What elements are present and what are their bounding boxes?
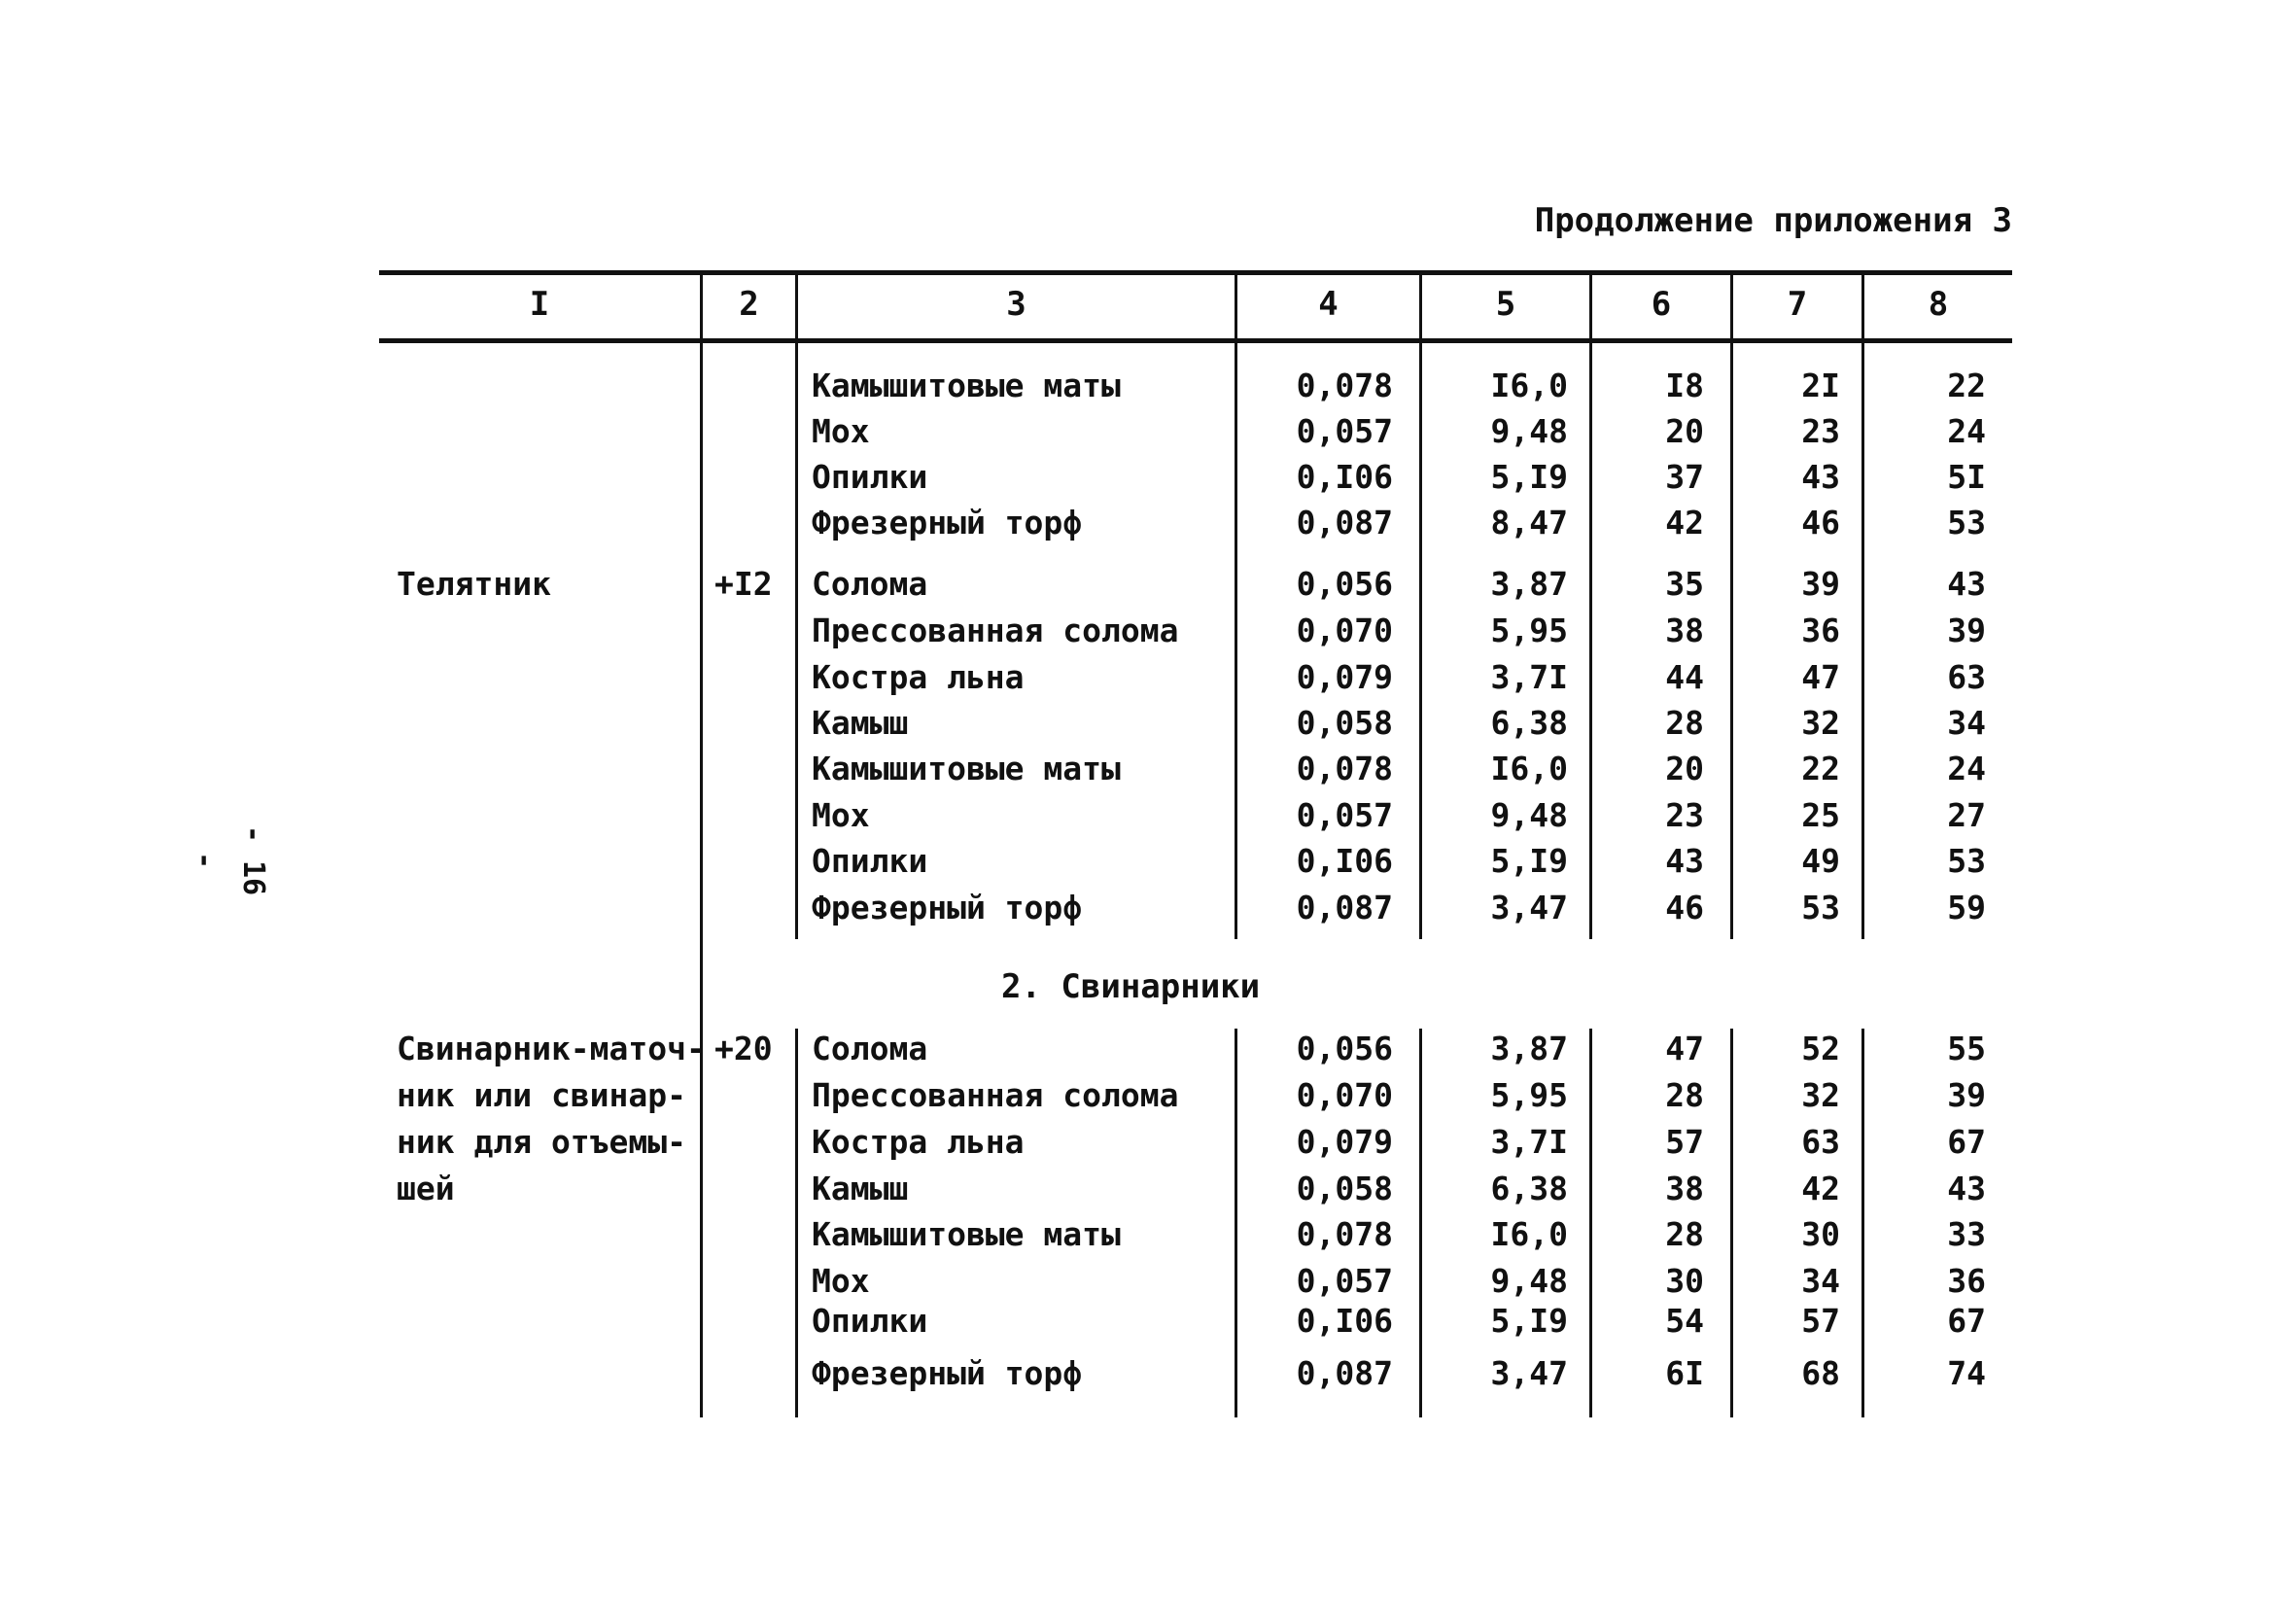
material-name: Опилки xyxy=(812,842,928,880)
conductivity-value: 0,078 xyxy=(1296,367,1393,404)
value-col-7: 43 xyxy=(1801,458,1840,496)
conductivity-value: 0,079 xyxy=(1296,1123,1393,1161)
conductivity-value: 0,I06 xyxy=(1296,458,1393,496)
conductivity-value: 0,057 xyxy=(1296,1262,1393,1300)
value-col-8: 74 xyxy=(1947,1354,1986,1392)
value-col-6: 20 xyxy=(1665,750,1704,787)
material-name: Солома xyxy=(812,565,928,603)
value-col-8: 34 xyxy=(1947,704,1986,742)
value-col-6: 57 xyxy=(1665,1123,1704,1161)
material-name: Опилки xyxy=(812,1302,928,1340)
table-row xyxy=(379,747,2012,791)
heat-capacity-value: I6,0 xyxy=(1490,367,1568,404)
value-col-7: 52 xyxy=(1801,1030,1840,1067)
value-col-6: 30 xyxy=(1665,1262,1704,1300)
value-col-8: 59 xyxy=(1947,889,1986,926)
value-col-6: 28 xyxy=(1665,704,1704,742)
conductivity-value: 0,057 xyxy=(1296,796,1393,834)
heat-capacity-value: I6,0 xyxy=(1490,750,1568,787)
value-col-8: 67 xyxy=(1947,1302,1986,1340)
value-col-7: 47 xyxy=(1801,658,1840,696)
heat-capacity-value: 6,38 xyxy=(1490,704,1568,742)
material-name: Фрезерный торф xyxy=(812,504,1083,542)
table-row xyxy=(379,1212,2012,1257)
conductivity-value: 0,057 xyxy=(1296,412,1393,450)
material-name: Опилки xyxy=(812,458,928,496)
value-col-7: 23 xyxy=(1801,412,1840,450)
table-row xyxy=(379,609,2012,653)
value-col-6: 54 xyxy=(1665,1302,1704,1340)
value-col-7: 49 xyxy=(1801,842,1840,880)
column-header-3: 3 xyxy=(1006,285,1026,324)
material-name: Фрезерный торф xyxy=(812,1354,1083,1392)
material-name: Солома xyxy=(812,1030,928,1067)
value-col-7: 46 xyxy=(1801,504,1840,542)
material-name: Мох xyxy=(812,796,870,834)
value-col-8: 36 xyxy=(1947,1262,1986,1300)
value-col-8: 43 xyxy=(1947,565,1986,603)
table-row xyxy=(379,1027,2012,1071)
heat-capacity-value: 3,87 xyxy=(1490,1030,1568,1067)
material-name: Камышитовые маты xyxy=(812,1215,1121,1253)
heat-capacity-value: 9,48 xyxy=(1490,1262,1568,1300)
conductivity-value: 0,056 xyxy=(1296,565,1393,603)
value-col-7: 30 xyxy=(1801,1215,1840,1253)
temperature-value: +I2 xyxy=(714,565,773,603)
value-col-7: 39 xyxy=(1801,565,1840,603)
material-name: Камыш xyxy=(812,1170,909,1207)
value-col-7: 34 xyxy=(1801,1262,1840,1300)
value-col-8: 43 xyxy=(1947,1170,1986,1207)
table-row xyxy=(379,1351,2012,1396)
material-name: Мох xyxy=(812,1262,870,1300)
conductivity-value: 0,079 xyxy=(1296,658,1393,696)
value-col-7: 63 xyxy=(1801,1123,1840,1161)
page-number: - 16 - xyxy=(188,824,270,896)
column-header-2: 2 xyxy=(739,285,759,324)
heat-capacity-value: 3,7I xyxy=(1490,1123,1568,1161)
value-col-7: 53 xyxy=(1801,889,1840,926)
heat-capacity-value: 5,I9 xyxy=(1490,842,1568,880)
value-col-8: 24 xyxy=(1947,750,1986,787)
table-row xyxy=(379,839,2012,884)
table-row xyxy=(379,701,2012,746)
value-col-8: 24 xyxy=(1947,412,1986,450)
column-header-8: 8 xyxy=(1928,285,1949,324)
conductivity-value: 0,I06 xyxy=(1296,1302,1393,1340)
value-col-7: 22 xyxy=(1801,750,1840,787)
material-name: Костра льна xyxy=(812,658,1025,696)
value-col-8: 53 xyxy=(1947,842,1986,880)
conductivity-value: 0,078 xyxy=(1296,1215,1393,1253)
conductivity-value: 0,087 xyxy=(1296,889,1393,926)
value-col-8: 67 xyxy=(1947,1123,1986,1161)
category-label-line: Свинарник-маточ- xyxy=(397,1030,706,1067)
heat-capacity-value: 9,48 xyxy=(1490,412,1568,450)
material-name: Прессованная солома xyxy=(812,612,1179,649)
value-col-6: 38 xyxy=(1665,1170,1704,1207)
material-name: Фрезерный торф xyxy=(812,889,1083,926)
continuation-label: Продолжение приложения 3 xyxy=(1534,201,2012,240)
conductivity-value: 0,056 xyxy=(1296,1030,1393,1067)
value-col-6: 46 xyxy=(1665,889,1704,926)
category-label: Телятник xyxy=(397,565,551,603)
material-name: Прессованная солома xyxy=(812,1076,1179,1114)
value-col-7: 57 xyxy=(1801,1302,1840,1340)
value-col-8: 22 xyxy=(1947,367,1986,404)
table-row xyxy=(379,793,2012,838)
conductivity-value: 0,087 xyxy=(1296,1354,1393,1392)
material-name: Мох xyxy=(812,412,870,450)
value-col-7: 68 xyxy=(1801,1354,1840,1392)
value-col-8: 55 xyxy=(1947,1030,1986,1067)
value-col-8: 5I xyxy=(1947,458,1986,496)
value-col-8: 39 xyxy=(1947,612,1986,649)
table-row xyxy=(379,886,2012,930)
value-col-7: 25 xyxy=(1801,796,1840,834)
material-name: Камышитовые маты xyxy=(812,367,1121,404)
column-header-7: 7 xyxy=(1787,285,1808,324)
material-name: Костра льна xyxy=(812,1123,1025,1161)
data-table xyxy=(379,270,2012,1417)
value-col-6: 23 xyxy=(1665,796,1704,834)
heat-capacity-value: 6,38 xyxy=(1490,1170,1568,1207)
value-col-6: 28 xyxy=(1665,1215,1704,1253)
conductivity-value: 0,058 xyxy=(1296,704,1393,742)
category-label-line: ник для отъемы- xyxy=(397,1123,687,1161)
material-name: Камыш xyxy=(812,704,909,742)
column-header-6: 6 xyxy=(1651,285,1672,324)
value-col-6: 28 xyxy=(1665,1076,1704,1114)
table-header-rule xyxy=(379,338,2012,343)
table-row xyxy=(379,562,2012,607)
table-row xyxy=(379,409,2012,454)
value-col-6: I8 xyxy=(1665,367,1704,404)
value-col-6: 6I xyxy=(1665,1354,1704,1392)
value-col-7: 36 xyxy=(1801,612,1840,649)
column-header-4: 4 xyxy=(1318,285,1339,324)
table-row xyxy=(379,1073,2012,1118)
material-name: Камышитовые маты xyxy=(812,750,1121,787)
value-col-6: 42 xyxy=(1665,504,1704,542)
value-col-8: 53 xyxy=(1947,504,1986,542)
category-label-line: шей xyxy=(397,1170,455,1207)
value-col-6: 47 xyxy=(1665,1030,1704,1067)
value-col-6: 35 xyxy=(1665,565,1704,603)
value-col-6: 38 xyxy=(1665,612,1704,649)
heat-capacity-value: 5,95 xyxy=(1490,612,1568,649)
heat-capacity-value: 3,87 xyxy=(1490,565,1568,603)
value-col-7: 2I xyxy=(1801,367,1840,404)
value-col-8: 27 xyxy=(1947,796,1986,834)
section-title: 2. Свинарники xyxy=(1001,967,1261,1006)
conductivity-value: 0,I06 xyxy=(1296,842,1393,880)
table-top-rule xyxy=(379,270,2012,275)
value-col-7: 32 xyxy=(1801,1076,1840,1114)
value-col-7: 32 xyxy=(1801,704,1840,742)
heat-capacity-value: 5,I9 xyxy=(1490,1302,1568,1340)
conductivity-value: 0,070 xyxy=(1296,1076,1393,1114)
value-col-6: 37 xyxy=(1665,458,1704,496)
table-row xyxy=(379,1120,2012,1165)
heat-capacity-value: 5,I9 xyxy=(1490,458,1568,496)
heat-capacity-value: I6,0 xyxy=(1490,1215,1568,1253)
value-col-6: 20 xyxy=(1665,412,1704,450)
conductivity-value: 0,078 xyxy=(1296,750,1393,787)
conductivity-value: 0,087 xyxy=(1296,504,1393,542)
conductivity-value: 0,070 xyxy=(1296,612,1393,649)
heat-capacity-value: 9,48 xyxy=(1490,796,1568,834)
temperature-value: +20 xyxy=(714,1030,773,1067)
table-row xyxy=(379,501,2012,545)
heat-capacity-value: 3,47 xyxy=(1490,1354,1568,1392)
value-col-6: 44 xyxy=(1665,658,1704,696)
table-row xyxy=(379,1259,2012,1304)
value-col-6: 43 xyxy=(1665,842,1704,880)
value-col-7: 42 xyxy=(1801,1170,1840,1207)
table-row xyxy=(379,455,2012,500)
table-row xyxy=(379,1299,2012,1344)
value-col-8: 63 xyxy=(1947,658,1986,696)
table-row xyxy=(379,364,2012,408)
category-label-line: ник или свинар- xyxy=(397,1076,687,1114)
value-col-8: 39 xyxy=(1947,1076,1986,1114)
conductivity-value: 0,058 xyxy=(1296,1170,1393,1207)
heat-capacity-value: 8,47 xyxy=(1490,504,1568,542)
column-header-5: 5 xyxy=(1495,285,1516,324)
heat-capacity-value: 3,47 xyxy=(1490,889,1568,926)
heat-capacity-value: 5,95 xyxy=(1490,1076,1568,1114)
heat-capacity-value: 3,7I xyxy=(1490,658,1568,696)
table-row xyxy=(379,655,2012,700)
table-row xyxy=(379,1167,2012,1211)
column-header-1: I xyxy=(529,285,550,324)
value-col-8: 33 xyxy=(1947,1215,1986,1253)
